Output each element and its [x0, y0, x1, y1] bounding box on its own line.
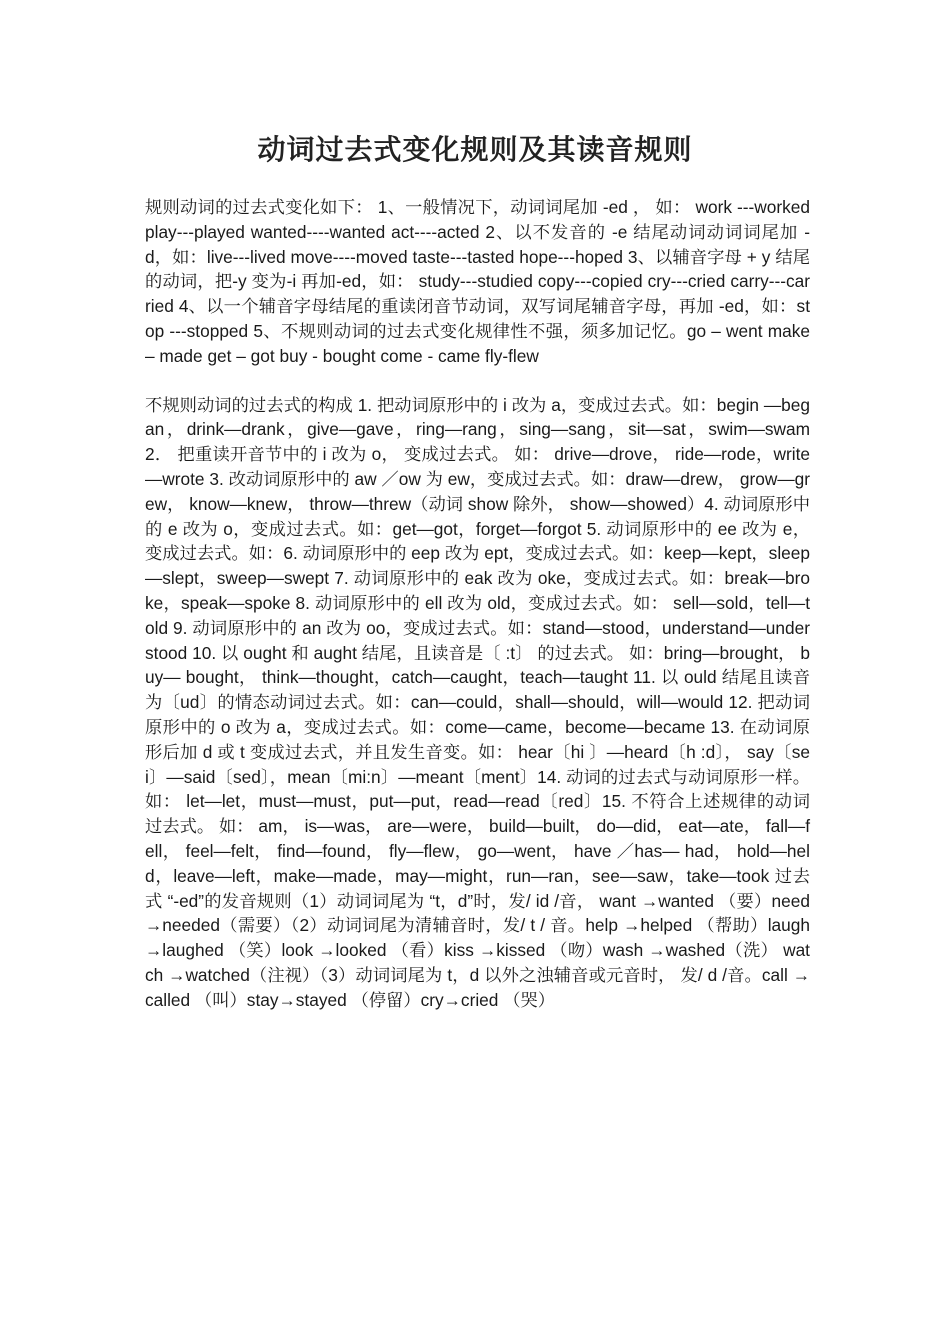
paragraph-regular-verbs: 规则动词的过去式变化如下： 1、一般情况下，动词词尾加 -ed ， 如： work ---worked play---played wanted----wanted act----acted 2、以不发音的 -e 结尾动词动词词尾加 -d，如：live---lived move----moved taste---tasted hope---hoped 3、以辅音字母 + y 结尾的动词，把-y 变为-i 再加-ed，如： study---studied copy---copied cry---cried carry---carried 4、以一个辅音字母结尾的重读闭音节动词，双写词尾辅音字母，再加 -ed，如：stop ---stopped 5、不规则动词的过去式变化规律性不强，须多加记忆。go – went make – made get – got buy - bought come - came fly-flew: [145, 197, 810, 366]
paragraph-irregular-verbs: 不规则动词的过去式的构成 1. 把动词原形中的 i 改为 a，变成过去式。如：begin —began，drink—drank，give—gave，ring—rang，sing—sang，sit—sat，swim—swam 2． 把重读开音节中的 i 改为 o， 变成过去式。 如： drive—drove， ride—rode，write—wrote 3. 改动词原形中的 aw ／ow 为 ew，变成过去式。如：draw—drew， grow—grew， know—knew， throw—threw（动词 show 除外， show—showed）4. 动词原形中的 e 改为 o，变成过去式。如：get—got，forget—forgot 5. 动词原形中的 ee 改为 e，变成过去式。如：6. 动词原形中的 eep 改为 ept，变成过去式。如：keep—kept，sleep—slept，sweep—swept 7. 动词原形中的 eak 改为 oke，变成过去式。如：break—broke，speak—spoke 8. 动词原形中的 ell 改为 old，变成过去式。如： sell—sold，tell—told 9. 动词原形中的 an 改为 oo，变成过去式。如：stand—stood，understand—understood 10. 以 ought 和 aught 结尾，且读音是〔 :t〕 的过去式。 如：bring—brought， buy— bought， think—thought，catch—caught，teach—taught 11. 以 ould 结尾且读音为〔ud〕的情态动词过去式。如：can—could，shall—should，will—would 12. 把动词原形中的 o 改为 a，变成过去式。如：come—came，become—became 13. 在动词原形后加 d 或 t 变成过去式，并且发生音变。如： hear〔hi 〕—heard〔h :d〕， say〔sei〕—said〔sed〕，mean〔mi:n〕—meant〔ment〕14. 动词的过去式与动词原形一样。如： let—let，must—must，put—put，read—read〔red〕15. 不符合上述规律的动词过去式。 如： am， is—was， are—were， build—built， do—did， eat—ate， fall—fell， feel—felt， find—found， fly—flew， go—went， have ／has— had， hold—held，leave—left，make—made，may—might，run—ran，see—saw，take—took 过去式 “-ed”的发音规则（1）动词词尾为 “t，d”时，发/ id /音， want →wanted （要）need →needed（需要）（2）动词词尾为清辅音时，发/ t / 音。help →helped （帮助）laugh →laughed （笑）look →looked （看）kiss →kissed （吻）wash →washed（洗） watch →watched（注视）（3）动词词尾为 t，d 以外之浊辅音或元音时， 发/ d /音。call →called （叫）stay→stayed （停留）cry→cried （哭）: [145, 394, 810, 1010]
document-body: [145, 195, 810, 1013]
document-title: 动词过去式变化规则及其读音规则: [257, 133, 693, 166]
